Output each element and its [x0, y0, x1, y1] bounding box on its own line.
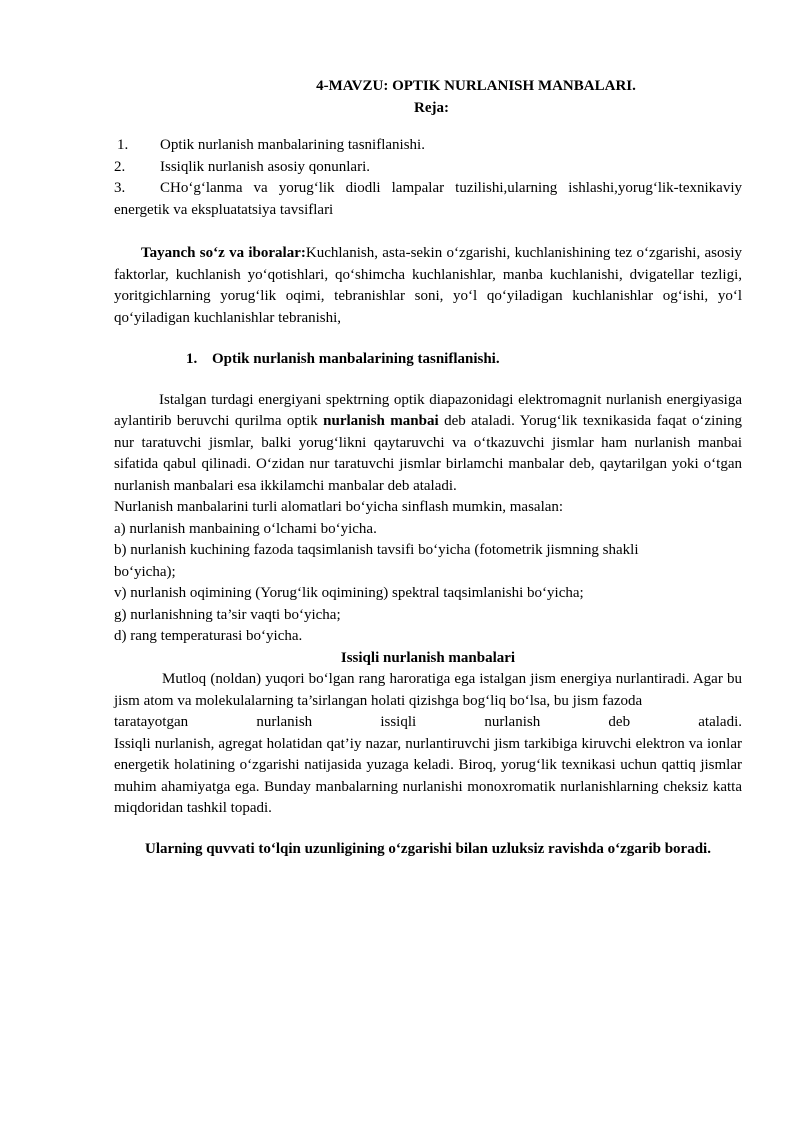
document-title: 4-MAVZU: OPTIK NURLANISH MANBALARI.: [316, 78, 636, 94]
classification-intro: Nurlanish manbalarini turli alomatlari bo‘yicha sinflash mumkin, masalan:: [114, 499, 564, 515]
word: taratayotgan: [114, 714, 189, 730]
thermal-paragraph-2: Issiqli nurlanish, agregat holatidan qat’iy nazar, nurlantiruvchi jism tarkibiga kiruvchi elektron va ionlar energetik holatining o‘zgarishi natijasida yuzaga keladi. Biroq, yorug‘lik texnikasi uchun qattiq jismlar muhim ahamiyatga ega. Bunday manbalarning nurlanishi monoxromatik nurlanishlarning cheksiz katta miqdoridan tashkil topadi.: [114, 735, 742, 816]
plan-item-number: 2.: [114, 158, 126, 175]
thermal-paragraph-1-last-line: [114, 712, 742, 734]
thermal-paragraph-1: Mutloq (noldan) yuqori bo‘lgan rang haroratiga ega istalgan jism energiya nurlantiradi. Agar bu jism atom va molekulalarning ta’sirlangan holati qizishga bog‘liq bo‘lsa, bu jism fazoda: [114, 671, 742, 709]
section-number: 1.: [186, 351, 198, 367]
word: ataladi.: [698, 714, 742, 730]
word: nurlanish: [256, 714, 313, 730]
intro-text: Istalgan turdagi energiyani spektrning optik diapazonidagi elektromagnit nurlanish energiyasiga aylantirib beruvchi qurilma optik: [114, 391, 742, 429]
classification-item: a) nurlanish manbaining o‘lchami bo‘yicha.: [114, 520, 377, 537]
word: deb: [608, 714, 631, 730]
intro-paragraph: [114, 390, 742, 498]
classification-item: b) nurlanish kuchining fazoda taqsimlanish tavsifi bo‘yicha (fotometrik jismning shakli: [114, 542, 639, 558]
term-bold: nurlanish manbai: [323, 413, 439, 429]
subsection-title: Issiqli nurlanish manbalari: [340, 649, 516, 666]
classification-item: d) rang temperaturasi bo‘yicha.: [114, 628, 303, 644]
classification-item: v) nurlanish oqimining (Yorug‘lik oqimining) spektral taqsimlanishi bo‘yicha;: [114, 585, 584, 601]
plan-item: [114, 157, 742, 179]
plan-item-text: CHo‘g‘lanma va yorug‘lik diodli lampalar tuzilishi,ularning ishlashi,yorug‘lik-texnikaviy energetik va ekspluatatsiya tavsiflari: [114, 180, 742, 218]
plan-item: [114, 178, 742, 221]
word: issiqli: [380, 714, 417, 730]
plan-item: [114, 135, 742, 157]
intro-text-cont: deb ataladi. Yorug‘lik texnikasida faqat o‘zining nur taratuvchi jismlar, balki yorug‘likni qaytaruvchi va o‘tkazuvchi jismlar ham nurlanish manbai sifatida qabul qilinadi. O‘zidan nur taratuvchi jismlar birlamchi manbalar deb, qaytarilgan yoki o‘tgan nurlanish manbalari esa ikkilamchi manbalar deb ataladi.: [114, 413, 743, 494]
keywords-text: Kuchlanish, asta-sekin o‘zgarishi, kuchlanishining tez o‘zgarishi, asosiy faktorlar, kuchlanish yo‘qotishlari, qo‘shimcha kuchlanishlar, manba kuchlanishi, dvigatellar tezligi, yoritgichlarning yorug‘lik oqimi, tebranishlar soni, yo‘l qo‘yiladigan kuchlanishlar og‘ishi, yo‘l qo‘yiladigan kuchlanishlar tebranishi,: [114, 245, 743, 326]
word: nurlanish: [484, 714, 541, 730]
keywords-label: Tayanch so‘z va iboralar:: [141, 245, 306, 261]
section-title: Optik nurlanish manbalarining tasniflanishi.: [212, 351, 500, 367]
plan-item-text: Optik nurlanish manbalarining tasniflanishi.: [160, 137, 425, 153]
plan-list: [114, 135, 742, 221]
plan-item-number: 1.: [117, 137, 129, 153]
classification-item: g) nurlanishning ta’sir vaqti bo‘yicha;: [114, 606, 341, 623]
plan-item-text: Issiqlik nurlanish asosiy qonunlari.: [160, 158, 370, 175]
section-heading: [114, 349, 742, 371]
plan-item-number: 3.: [114, 180, 126, 196]
keywords-paragraph: [114, 243, 742, 329]
classification-item-cont: bo‘yicha);: [114, 563, 176, 580]
document-page: 4-MAVZU: OPTIK NURLANISH MANBALARI. Reja: 1. Optik nurlanish manbalarining tasniflanishi. 2. Issiqlik nurlanish asosiy qonunlari. 3. CHo‘g‘lanma va yorug‘lik diodli lampalar tuzilishi,ularning ishlashi,yorug‘lik-texnikaviy energetik va ekspluatatsiya tavsiflari Tayanch so‘z va iboralar:Kuchlanish, asta-sekin o‘zgarishi, kuchlanishining tez o‘zgarishi, asosiy faktorlar, kuchlanish yo‘qotishlari, qo‘shimcha kuchlanishlar, manba kuchlanishi, dvigatellar tezligi, yoritgichlarning yorug‘lik oqimi, tebranishlar soni, yo‘l qo‘yiladigan kuchlanishlar og‘ishi, yo‘l qo‘yiladigan kuchlanishlar tebranishi, 1. Optik nurlanish manbalarining tasniflanishi. Istalgan turdagi energiyani spektrning optik diapazonidagi elektromagnit nurlanish energiyasiga aylantirib beruvchi qurilma optik nurlanish manbai deb ataladi. Yorug‘lik texnikasida faqat o‘zining nur taratuvchi jismlar, balki yorug‘likni qaytaruvchi va o‘tkazuvchi jismlar ham nurlanish manbai sifatida qabul qilinadi. O‘zidan nur taratuvchi jismlar birlamchi manbalar deb, qaytarilgan yoki o‘tgan nurlanish manbalari esa ikkilamchi manbalar deb ataladi. Nurlanish manbalarini turli alomatlari bo‘yicha sinflash mumkin, masalan: a) nurlanish manbaining o‘lchami bo‘yicha. b) nurlanish kuchining fazoda taqsimlanish tavsifi bo‘yicha (fotometrik jismning shakli bo‘yicha); v) nurlanish oqimining (Yorug‘lik oqimining) spektral taqsimlanishi bo‘yicha; g) nurlanishning ta’sir vaqti bo‘yicha; d) rang temperaturasi bo‘yicha. Issiqli nurlanish manbalari Mutloq (noldan) yuqori bo‘lgan rang haroratiga ega istalgan jism energiya nurlantiradi. Agar bu jism atom va molekulalarning ta’sirlangan holati qizishga bog‘liq bo‘lsa, bu jism fazoda taratayotgan nurlanish issiqli nurlanish deb ataladi. Issiqli nurlanish, agregat holatidan qat’iy nazar, nurlantiruvchi jism tarkibiga kiruvchi elektron va ionlar energetik holatining o‘zgarishi natijasida yuzaga keladi. Biroq, yorug‘lik texnikasi uchun qattiq jismlar muhim ahamiyatga ega. Bunday manbalarning nurlanishi monoxromatik nurlanishlarning cheksiz katta miqdoridan tashkil topadi. Ularning quvvati to‘lqin uzunligining o‘zgarishi bilan uzluksiz ravishda o‘zgarib boradi.: [114, 76, 742, 860]
closing-statement: Ularning quvvati to‘lqin uzunligining o‘zgarishi bilan uzluksiz ravishda o‘zgarib boradi.: [145, 840, 711, 857]
